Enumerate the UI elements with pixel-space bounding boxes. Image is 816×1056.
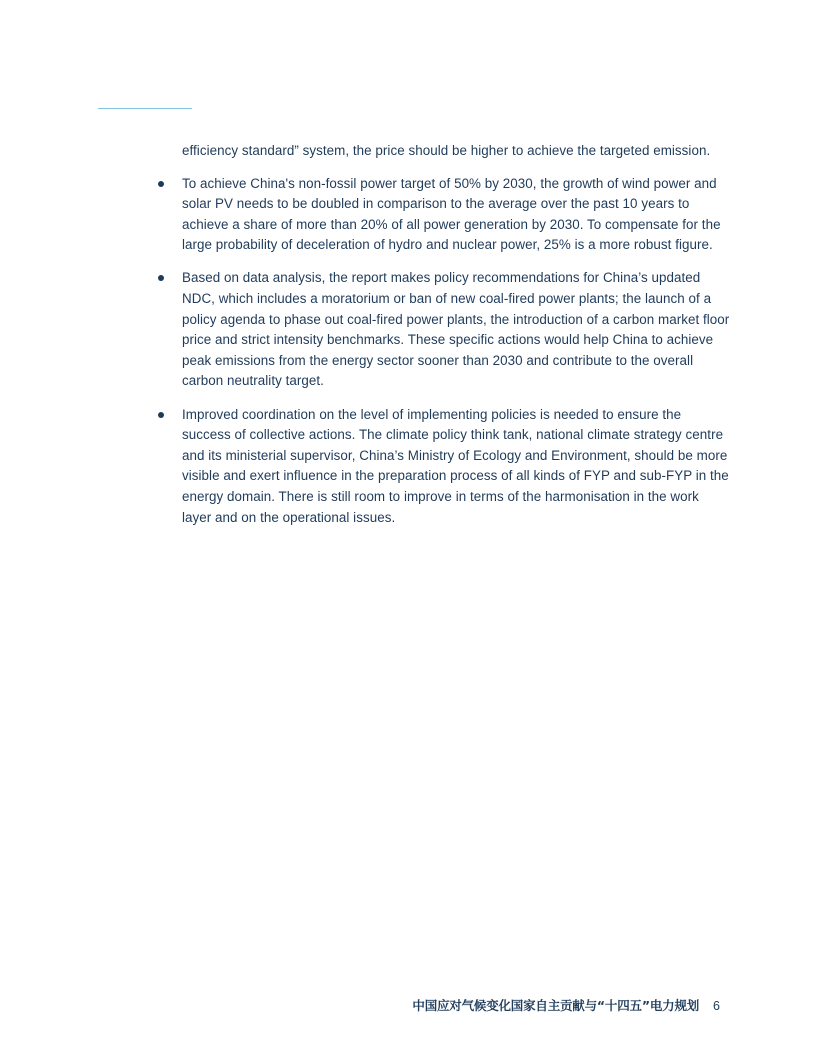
bullet-icon — [158, 412, 164, 418]
page-footer — [412, 996, 720, 1014]
footer-title: 中国应对气候变化国家自主贡献与“十四五”电力规划 — [412, 998, 700, 1013]
bullet-text: To achieve China's non-fossil power target of 50% by 2030, the growth of wind power and solar PV needs to be doubled in comparison to the average over the past 10 years to achieve a share of more than 20% of all power generation by 2030. To compensate for the large probability of deceleration of hydro and nuclear power, 25% is a more robust figure. — [182, 175, 721, 253]
bullet-icon — [158, 181, 164, 187]
bullet-text: Based on data analysis, the report makes policy recommendations for China’s updated NDC, which includes a moratorium or ban of new coal-fired power plants; the launch of a policy agenda to phase out coal-fired power plants, the introduction of a carbon market floor price and strict intensity benchmarks. These specific actions would help China to achieve peak emissions from the energy sector sooner than 2030 and contribute to the overall carbon neutrality target. — [182, 270, 730, 389]
bullet-item-non-fossil-target — [182, 174, 730, 256]
bullet-icon — [158, 275, 164, 281]
continued-paragraph: efficiency standard” system, the price should be higher to achieve the targeted emission. — [182, 143, 711, 158]
bullet-item-coordination — [182, 405, 730, 529]
bullet-text: Improved coordination on the level of implementing policies is needed to ensure the success of collective actions. The climate policy think tank, national climate strategy centre and its ministerial supervisor, China’s Ministry of Ecology and Environment, should be more visible and exert influence in the preparation process of all kinds of FYP and sub-FYP in the energy domain. There is still room to improve in terms of the harmonisation in the work layer and on the operational issues. — [182, 406, 729, 525]
page-number: 6 — [713, 999, 720, 1013]
bullet-item-policy-recommendations — [182, 268, 730, 392]
header-accent-rule — [98, 108, 192, 109]
page-body — [182, 141, 730, 541]
bullet-list — [182, 174, 730, 529]
